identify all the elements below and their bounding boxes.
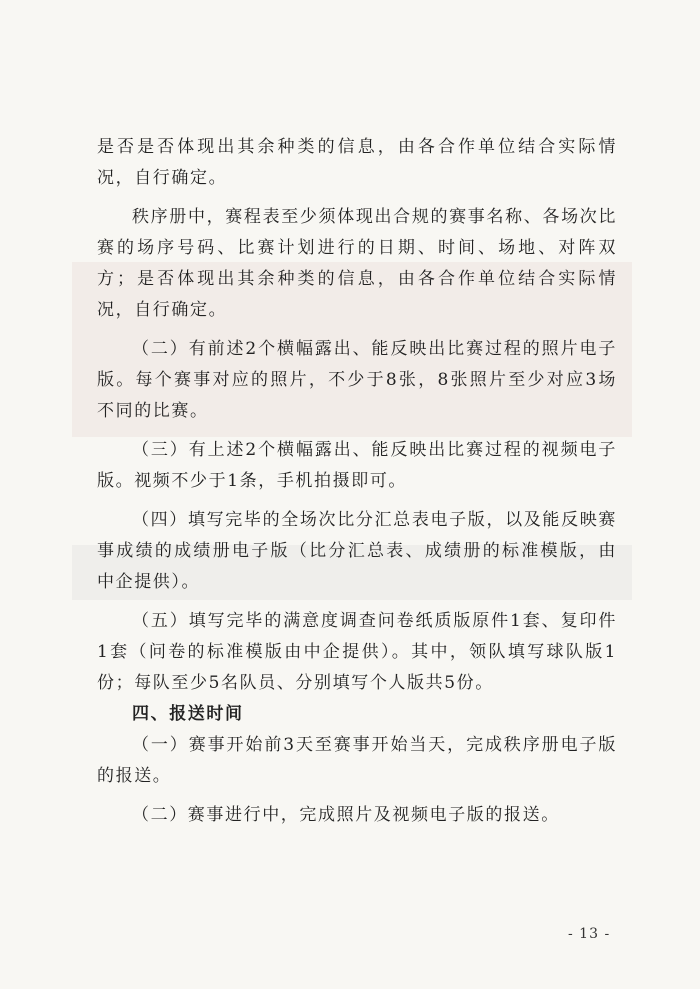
document-body: [97, 132, 617, 831]
paragraph-continuation: 是否是否体现出其余种类的信息，由各合作单位结合实际情况，自行确定。: [97, 137, 617, 188]
paragraph-item-4-score-summary: （四）填写完毕的全场次比分汇总表电子版，以及能反映赛事成绩的成绩册电子版（比分汇总表、成绩册的标准模版，由中企提供）。: [97, 510, 617, 592]
paragraph-submission-2: （二）赛事进行中，完成照片及视频电子版的报送。: [132, 805, 560, 825]
paragraph-item-5-survey: （五）填写完毕的满意度调查问卷纸质版原件1套、复印件1套（问卷的标准模版由中企提供）。其中，领队填写球队版1份；每队至少5名队员、分别填写个人版共5份。: [97, 611, 617, 693]
paragraph-item-2-photos: （二）有前述2个横幅露出、能反映出比赛过程的照片电子版。每个赛事对应的照片，不少于8张，8张照片至少对应3场不同的比赛。: [97, 339, 617, 421]
paragraph-item-3-video: （三）有上述2个横幅露出、能反映出比赛过程的视频电子版。视频不少于1条，手机拍摄即可。: [97, 440, 617, 491]
paragraph-schedule-requirements: 秩序册中，赛程表至少须体现出合规的赛事名称、各场次比赛的场序号码、比赛计划进行的日期、时间、场地、对阵双方；是否体现出其余种类的信息，由各合作单位结合实际情况，自行确定。: [97, 207, 617, 320]
paragraph-submission-1: （一）赛事开始前3天至赛事开始当天，完成秩序册电子版的报送。: [97, 735, 617, 786]
page-number: - 13 -: [568, 926, 611, 942]
section-heading-submission-time: 四、报送时间: [132, 704, 244, 724]
